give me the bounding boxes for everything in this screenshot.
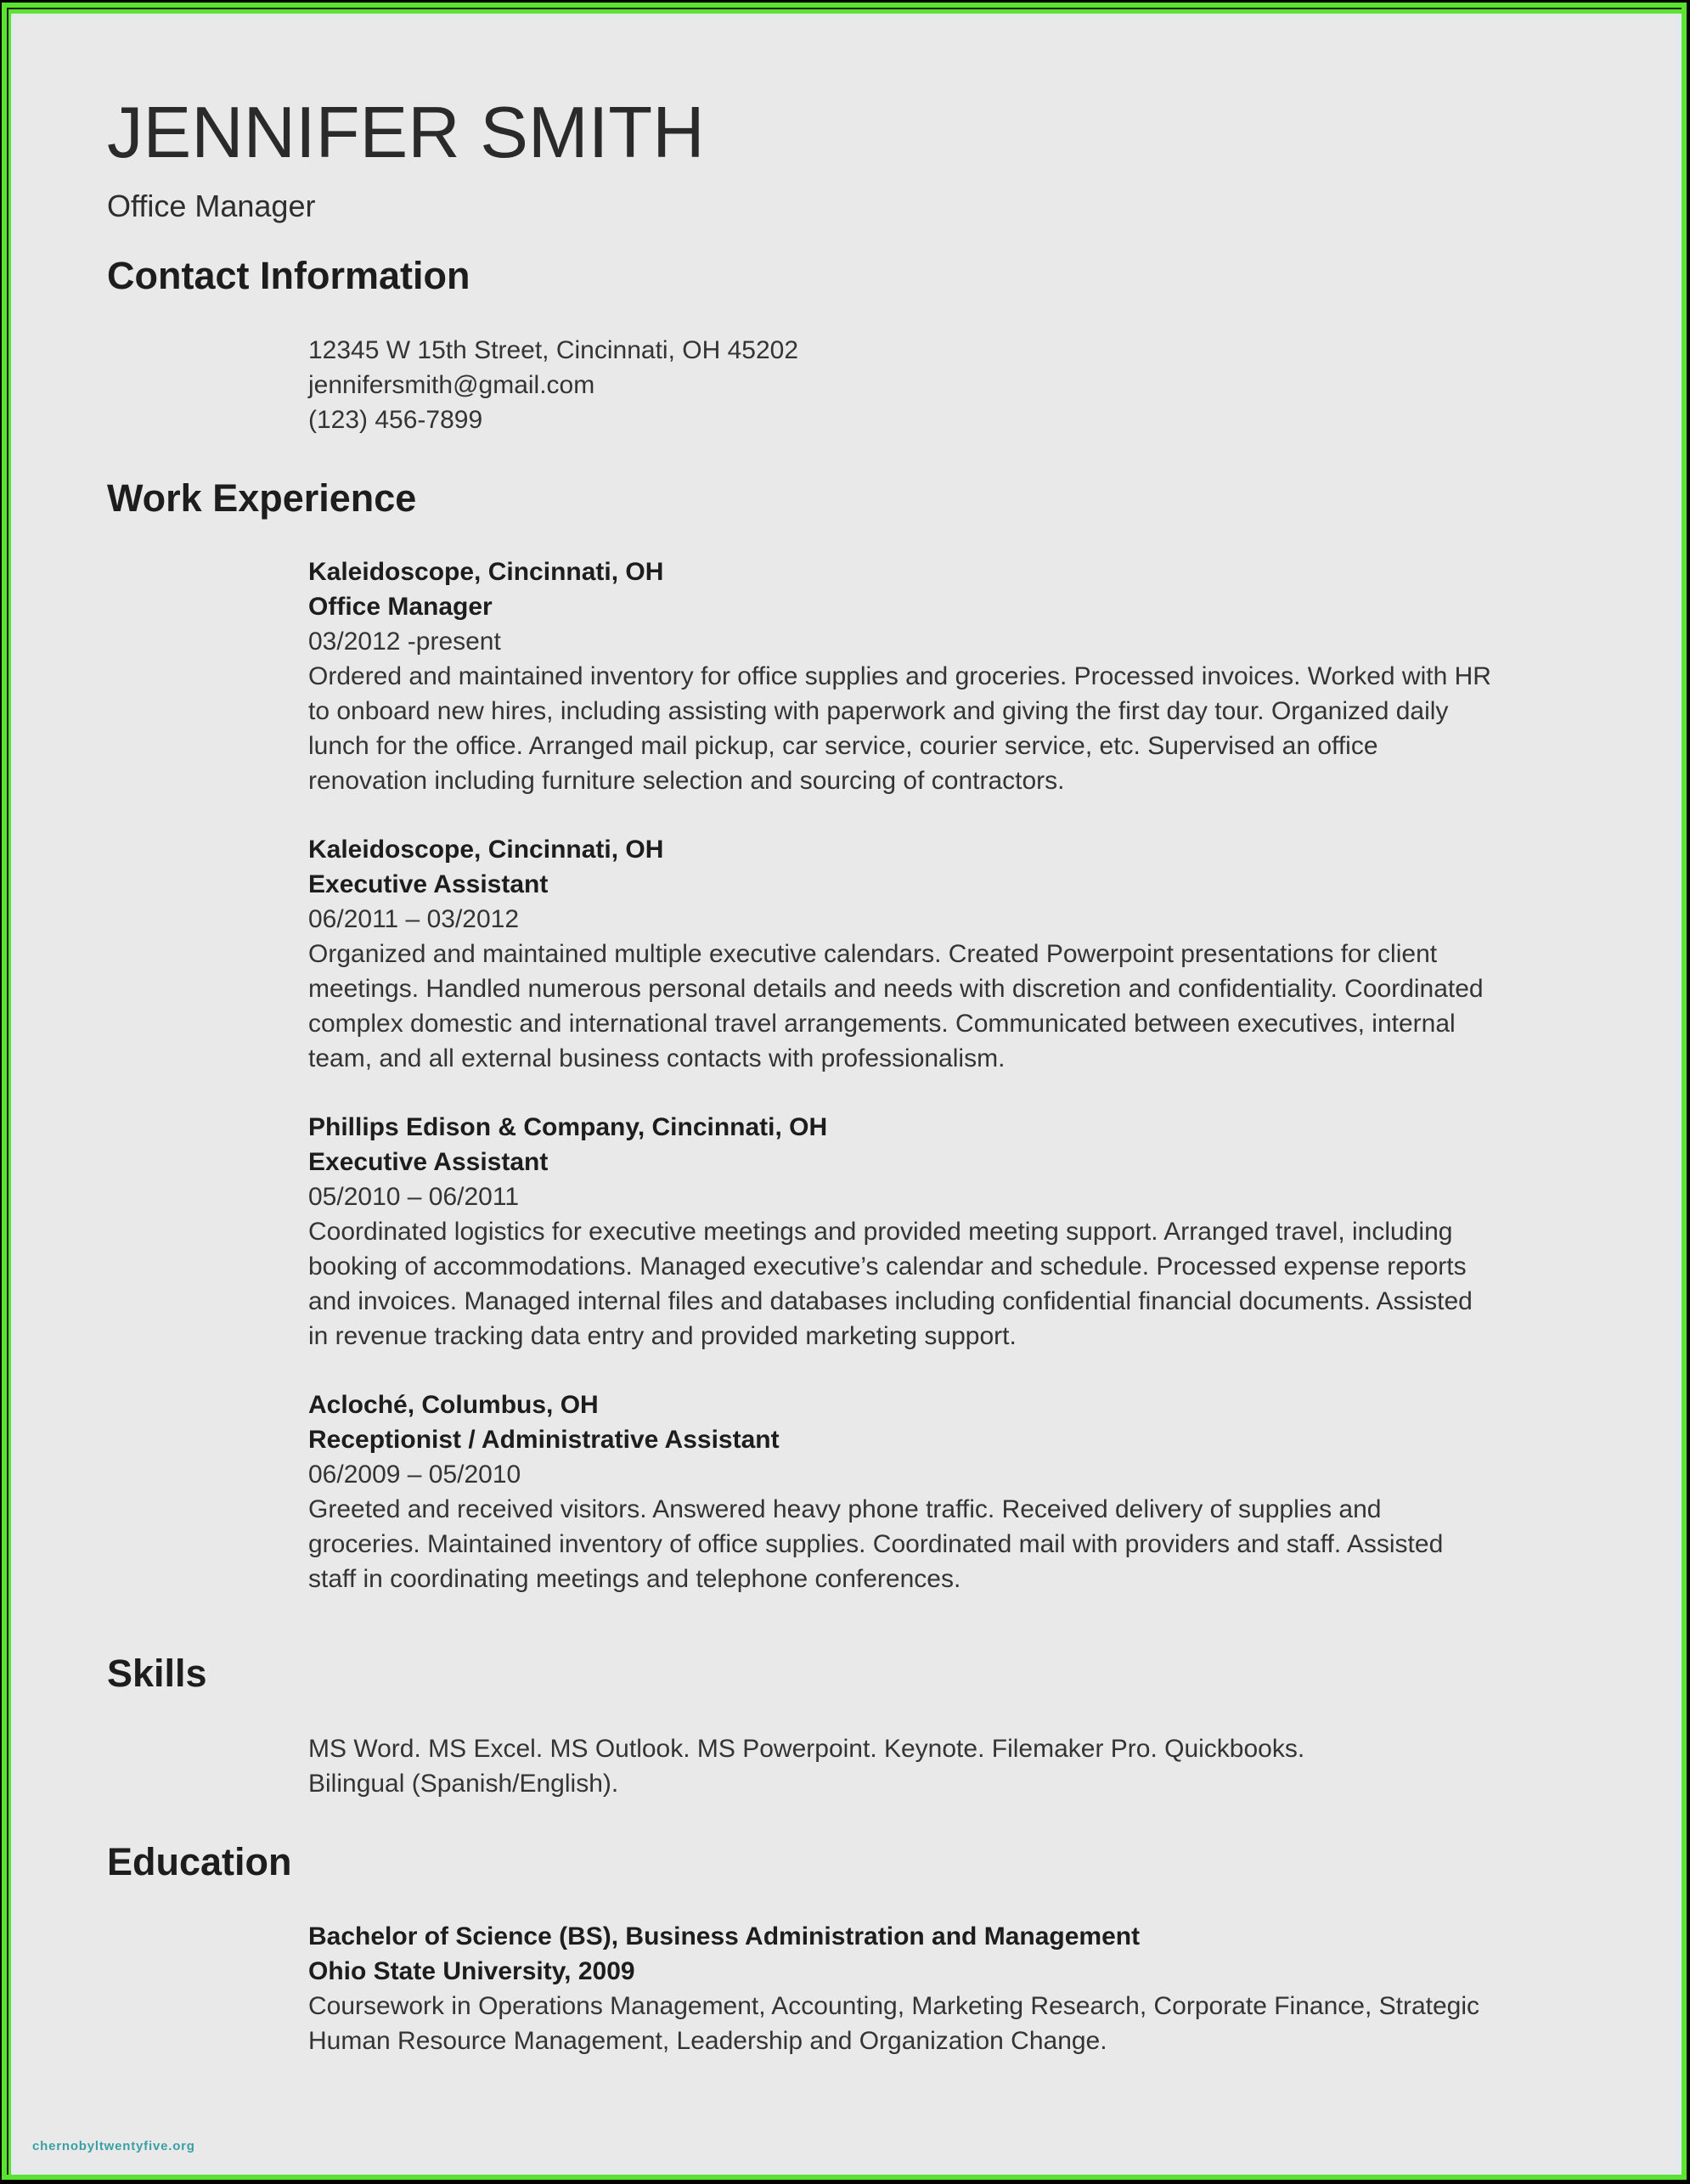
- job-company: Kaleidoscope, Cincinnati, OH: [308, 558, 664, 586]
- scan-border-dark-line: [7, 8, 1682, 2175]
- job-company: Acloché, Columbus, OH: [308, 1391, 599, 1419]
- job-entry: [308, 1110, 1497, 1354]
- contact-block: [308, 333, 1497, 437]
- resume-page: [15, 17, 1676, 2170]
- education-block: [308, 1919, 1497, 2058]
- skills-block: [308, 1731, 1497, 1801]
- job-title: Executive Assistant: [308, 870, 549, 898]
- job-entry: [308, 832, 1497, 1076]
- education-section-heading: Education: [107, 1840, 292, 1883]
- contact-line: jennifersmith@gmail.com: [308, 371, 595, 399]
- scan-border-green: [2, 3, 1687, 2180]
- job-dates: 05/2010 – 06/2011: [308, 1183, 520, 1211]
- job-dates: 06/2009 – 05/2010: [308, 1461, 521, 1489]
- skills-line: MS Word. MS Excel. MS Outlook. MS Powerpoint. Keynote. Filemaker Pro. Quickbooks.: [308, 1735, 1305, 1763]
- job-description: Coordinated logistics for executive meetings and provided meeting support. Arranged travel, including booking of accommodations. Managed executive’s calendar and schedule. Processed expense reports and invoices. Managed internal files and databases including confidential financial documents. Assisted in revenue tracking data entry and provided marketing support.: [308, 1218, 1473, 1350]
- job-title: Office Manager: [308, 593, 493, 621]
- scan-border-pale: [11, 14, 1682, 2175]
- job-description: Greeted and received visitors. Answered heavy phone traffic. Received delivery of supplies and groceries. Maintained inventory of office supplies. Coordinated mail with providers and staff. Assisted staff in coordinating meetings and telephone conferences.: [308, 1495, 1444, 1593]
- job-company: Phillips Edison & Company, Cincinnati, OH: [308, 1113, 828, 1141]
- person-name: JENNIFER SMITH: [107, 93, 705, 173]
- contact-line: 12345 W 15th Street, Cincinnati, OH 45202: [308, 336, 799, 364]
- skills-section-heading: Skills: [107, 1652, 207, 1695]
- contact-section-heading: Contact Information: [107, 254, 470, 297]
- education-coursework: Coursework in Operations Management, Accounting, Marketing Research, Corporate Finance, Strategic Human Resource Management, Leadership and Organization Change.: [308, 1992, 1480, 2055]
- job-dates: 06/2011 – 03/2012: [308, 905, 520, 933]
- job-entry: [308, 1388, 1497, 1596]
- job-dates: 03/2012 -present: [308, 628, 501, 656]
- scan-border-green-inner: [8, 9, 1682, 2175]
- job-entry: [308, 554, 1497, 798]
- education-school: Ohio State University, 2009: [308, 1957, 635, 1985]
- job-title: Executive Assistant: [308, 1148, 549, 1176]
- job-description: Organized and maintained multiple executive calendars. Created Powerpoint presentations for client meetings. Handled numerous personal details and needs with discretion and confidentiality. Coordinated complex domestic and international travel arrangements. Communicated between executives, internal team, and all external business contacts with professionalism.: [308, 940, 1484, 1072]
- site-watermark: chernobyltwentyfive.org: [32, 2139, 195, 2153]
- work-section-heading: Work Experience: [107, 476, 417, 520]
- work-experience-list: [308, 554, 1497, 1596]
- contact-line: (123) 456-7899: [308, 406, 483, 434]
- education-degree: Bachelor of Science (BS), Business Administration and Management: [308, 1922, 1141, 1950]
- job-title: Receptionist / Administrative Assistant: [308, 1426, 780, 1454]
- job-description: Ordered and maintained inventory for office supplies and groceries. Processed invoices. Worked with HR to onboard new hires, including assisting with paperwork and giving the first day tour. Organized daily lunch for the office. Arranged mail pickup, car service, courier service, etc. Supervised an office renovation including furniture selection and sourcing of contractors.: [308, 662, 1491, 795]
- skills-line: Bilingual (Spanish/English).: [308, 1770, 619, 1798]
- job-company: Kaleidoscope, Cincinnati, OH: [308, 836, 664, 864]
- person-job-title: Office Manager: [107, 189, 316, 223]
